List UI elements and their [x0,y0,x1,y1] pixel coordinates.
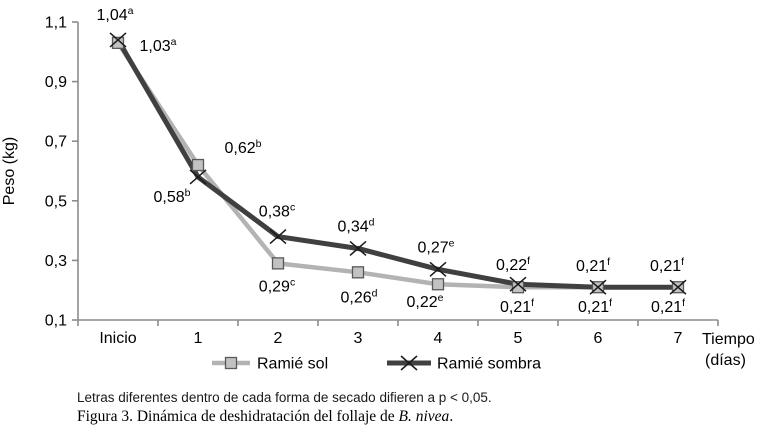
data-label-sup: b [184,186,191,199]
legend-label-sombra: Ramié sombra [437,355,542,373]
data-label-sup: b [255,138,262,151]
x-axis-title-units: (días) [705,352,746,369]
data-label-sup: e [437,292,444,305]
data-label-sup: f [527,255,531,268]
y-tick-label: 1,1 [44,14,67,32]
significance-note: Letras diferentes dentro de cada forma de secado difieren a p < 0,05. [77,390,492,405]
y-tick-label: 0,9 [44,74,67,92]
marker-square [193,160,204,171]
x-tick-label: 6 [593,330,603,347]
marker-square [273,258,284,269]
data-label: 0,22e [406,292,444,312]
caption-period: . [449,408,454,425]
x-tick-label: 7 [673,330,683,347]
x-tick-label: 3 [353,330,363,347]
y-tick-label: 0,7 [44,133,67,151]
data-label: 0,34$^d$ [337,216,375,236]
figure-caption [77,407,492,426]
data-label: 0,21$^f$ [577,297,613,317]
data-label: 0,58$^b$ [153,186,191,206]
marker-square [353,267,364,278]
data-label-sup: e [448,237,455,250]
data-label-sup: f [609,297,613,310]
data-label: 0,38$^c$ [258,201,296,221]
y-axis-title: Peso (kg) [1,136,18,206]
marker-square [433,279,444,290]
caption-text: Figura 3. Dinámica de deshidratación del follaje de [77,408,399,425]
data-label: 0,21$^f$ [575,256,611,276]
data-label-sup: a [170,35,177,48]
data-label: 0,21$^f$ [650,297,686,317]
data-label: 0,22$^f$ [495,255,531,275]
data-label: 0,62$^b$ [224,138,262,158]
figure-notes [77,389,492,426]
y-tick-label: 0,1 [44,312,67,330]
data-label: 1,03$^a$ [139,35,177,55]
x-tick-label: 5 [513,330,523,347]
data-label-sup: f [682,297,686,310]
data-label-sup: f [681,256,685,269]
marker-square [226,358,237,369]
caption-species-italic: B. nivea [398,408,450,425]
data-label-sup: d [371,287,378,300]
data-label: 0,21$^f$ [649,256,685,276]
x-tick-label: 4 [433,330,443,347]
data-label-sup: c [289,201,296,214]
data-label: 1,04$^a$ [96,4,134,24]
data-label: 0,29$^c$ [258,276,296,296]
data-label-sup: f [607,256,611,269]
data-label-sup: a [127,4,134,17]
y-tick-label: 0,3 [44,252,67,270]
y-tick-label: 0,5 [44,193,67,211]
legend-label-sol: Ramié sol [257,355,329,373]
data-label-sup: c [289,276,296,289]
x-tick-label: Inicio [99,330,137,347]
x-tick-label: 2 [273,330,283,347]
data-label-sup: d [368,216,375,229]
data-label: 0,27e [417,237,455,257]
data-label-sup: f [531,297,535,310]
x-tick-label: 1 [193,330,203,347]
data-label: 0,26$^d$ [340,287,378,307]
x-axis-title: Tiempo [702,331,755,348]
data-label: 0,21$^f$ [499,297,535,317]
